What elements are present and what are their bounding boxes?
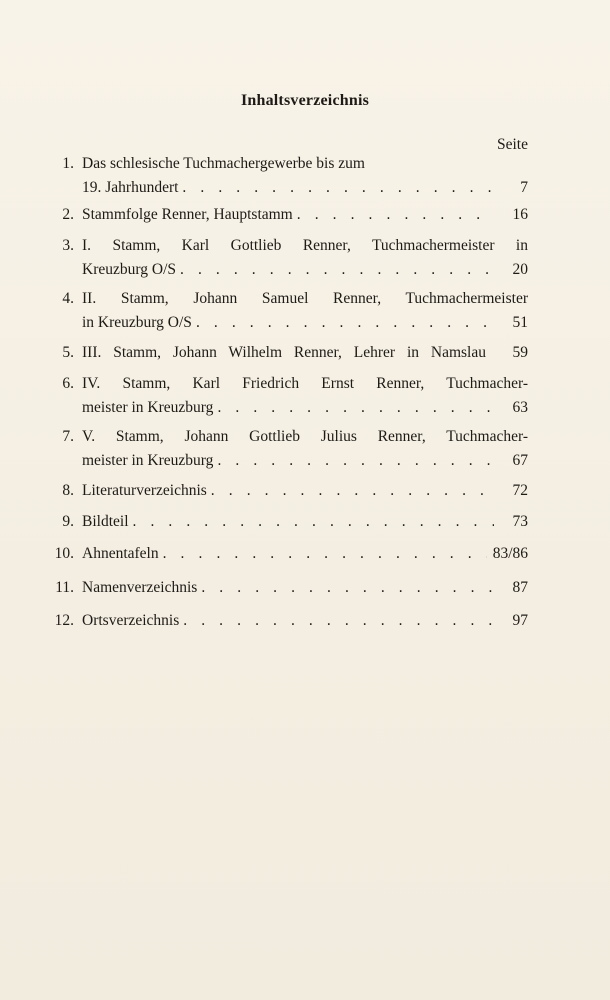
- dot-leader: [196, 311, 494, 335]
- entry-page-number: 16: [512, 206, 528, 223]
- dot-leader: [201, 576, 494, 600]
- entry-page-number: 51: [512, 314, 528, 331]
- entry-number: 5.: [62, 344, 74, 361]
- dot-leader: [133, 510, 495, 534]
- dot-leader: [217, 449, 494, 473]
- dot-leader: [182, 176, 494, 200]
- entry-number: 11.: [55, 579, 74, 596]
- toc-entry[interactable]: [50, 479, 528, 503]
- entry-title-line: in Kreuzburg O/S: [82, 314, 192, 331]
- entry-title-line: meister in Kreuzburg: [82, 399, 214, 416]
- entry-page-number: 20: [512, 261, 528, 278]
- entry-number: 4.: [62, 290, 74, 307]
- entry-number: 10.: [54, 545, 74, 562]
- entry-number: 12.: [54, 612, 74, 629]
- entry-page-number: 83/86: [492, 545, 528, 562]
- entry-number: 3.: [62, 237, 74, 254]
- toc-entry[interactable]: [50, 341, 528, 365]
- toc-entry[interactable]: [50, 234, 528, 282]
- toc-entry[interactable]: [50, 609, 528, 633]
- page-column-label: Seite: [497, 136, 528, 153]
- toc-entry[interactable]: [50, 203, 528, 227]
- entry-page-number: 87: [512, 579, 528, 596]
- dot-leader: [211, 479, 494, 503]
- entry-title-line: meister in Kreuzburg: [82, 452, 214, 469]
- entry-title-line: Ortsverzeichnis: [82, 612, 180, 629]
- dot-leader: [217, 396, 494, 420]
- entry-title-line: Kreuzburg O/S: [82, 261, 176, 278]
- toc-entry[interactable]: [50, 287, 528, 335]
- toc-entry[interactable]: [50, 152, 528, 200]
- entry-number: 1.: [62, 155, 74, 172]
- entry-title-line: Bildteil: [82, 513, 129, 530]
- entry-number: 7.: [62, 428, 74, 445]
- page-title: Inhaltsverzeichnis: [240, 92, 370, 109]
- toc-entry[interactable]: [50, 372, 528, 420]
- toc-entry[interactable]: [50, 542, 528, 566]
- dot-leader: [297, 203, 494, 227]
- entry-page-number: 7: [520, 179, 528, 196]
- toc-entry[interactable]: [50, 425, 528, 473]
- entry-title-line: I. Stamm, Karl Gottlieb Renner, Tuchmachermeister in: [82, 237, 528, 254]
- entry-title-line: Stammfolge Renner, Hauptstamm: [82, 206, 293, 223]
- entry-title-line: Namenverzeichnis: [82, 579, 198, 596]
- dot-leader: [163, 542, 487, 566]
- entry-number: 6.: [62, 375, 74, 392]
- entry-number: 9.: [62, 513, 74, 530]
- entry-title-line: Ahnentafeln: [82, 545, 159, 562]
- dot-leader: [180, 258, 494, 282]
- entry-title-line: II. Stamm, Johann Samuel Renner, Tuchmachermeister: [82, 290, 528, 307]
- entry-title-line: Literaturverzeichnis: [82, 482, 207, 499]
- entry-page-number: 97: [512, 612, 528, 629]
- entry-title-line: III. Stamm, Johann Wilhelm Renner, Lehrer in Namslau: [82, 344, 486, 361]
- toc-entry[interactable]: [50, 576, 528, 600]
- entry-page-number: 73: [512, 513, 528, 530]
- entry-page-number: 59: [512, 344, 528, 361]
- entry-title-line: V. Stamm, Johann Gottlieb Julius Renner, Tuchmacher-: [82, 428, 528, 445]
- entry-number: 2.: [62, 206, 74, 223]
- dot-leader: [183, 609, 494, 633]
- entry-page-number: 63: [512, 399, 528, 416]
- entry-page-number: 67: [512, 452, 528, 469]
- entry-page-number: 72: [512, 482, 528, 499]
- toc-entry[interactable]: [50, 510, 528, 534]
- entry-title-line: 19. Jahrhundert: [82, 179, 179, 196]
- entry-title-line: Das schlesische Tuchmachergewerbe bis zum: [82, 155, 365, 172]
- entry-number: 8.: [62, 482, 74, 499]
- entry-title-line: IV. Stamm, Karl Friedrich Ernst Renner, Tuchmacher-: [82, 375, 528, 392]
